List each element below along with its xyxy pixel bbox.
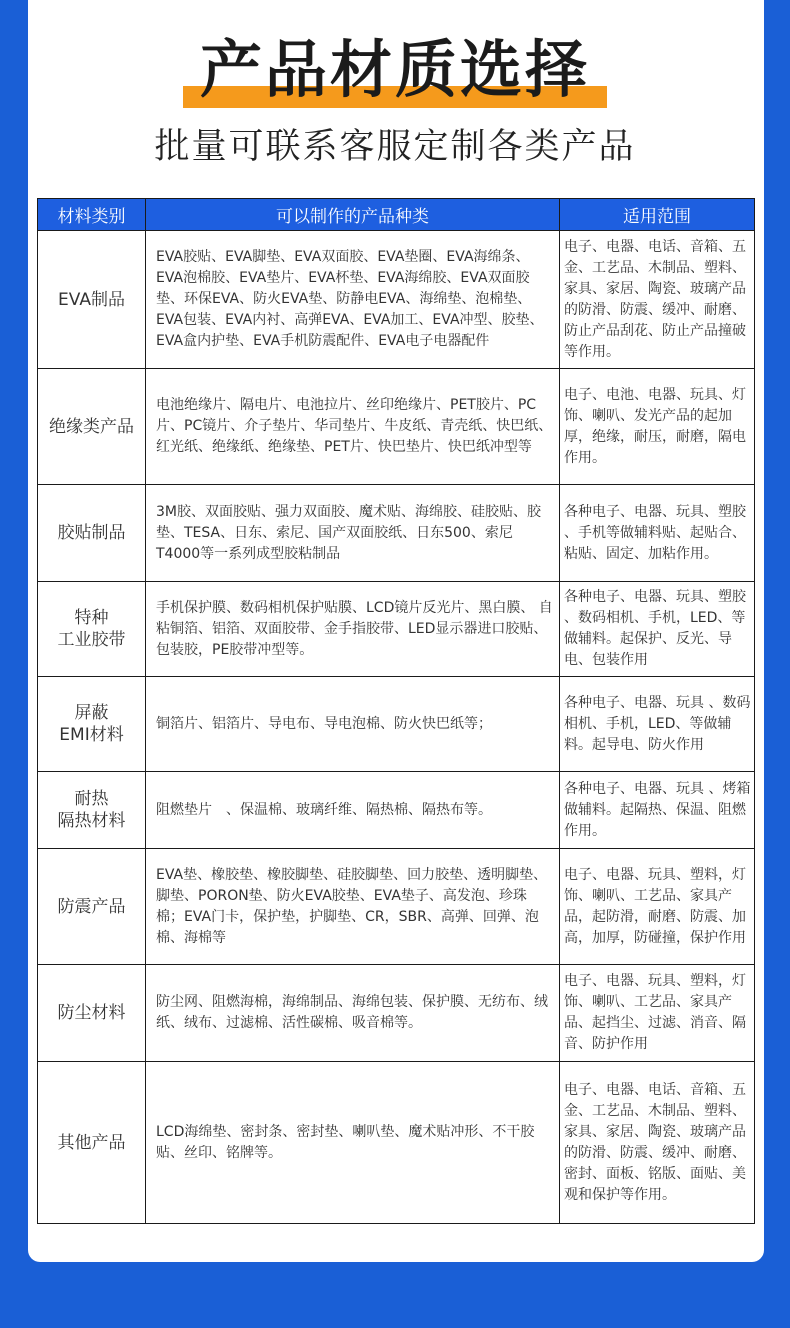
category-cell: 其他产品 — [38, 1062, 146, 1224]
table-row — [38, 1062, 755, 1224]
table-row — [38, 849, 755, 965]
category-cell: 防尘材料 — [38, 965, 146, 1062]
category-cell: 绝缘类产品 — [38, 369, 146, 485]
usage-cell: 各种电子、电器、玩具 、烤箱做辅料。起隔热、保温、阻燃作用。 — [560, 772, 755, 849]
usage-cell: 电子、电池、电器、玩具、灯饰、喇叭、发光产品的起加厚，绝缘，耐压，耐磨，隔电作用。 — [560, 369, 755, 485]
usage-cell: 电子、电器、电话、音箱、五金、工艺品、木制品、塑料、家具、家居、陶瓷、玻璃产品的防滑、防震、缓冲、耐磨、密封、面板、铭版、面贴、美观和保护等作用。 — [560, 1062, 755, 1224]
products-cell: 手机保护膜、数码相机保护贴膜、LCD镜片反光片、黑白膜、 自粘铜箔、铝箔、双面胶带、金手指胶带、LED显示器进口胶贴、包装胶，PE胶带冲型等。 — [146, 582, 560, 677]
column-header-usage: 适用范围 — [560, 199, 755, 231]
page-subtitle: 批量可联系客服定制各类产品 — [154, 127, 636, 167]
products-cell: EVA垫、橡胶垫、橡胶脚垫、硅胶脚垫、回力胶垫、透明脚垫、脚垫、PORON垫、防火EVA胶垫、EVA垫子、高发泡、珍珠棉；EVA门卡，保护垫，护脚垫、CR，SBR、高弹、回弹、泡棉、海棉等 — [146, 849, 560, 965]
column-header-category: 材料类别 — [38, 199, 146, 231]
category-cell: 特种 工业胶带 — [38, 582, 146, 677]
table-row — [38, 485, 755, 582]
table-row — [38, 772, 755, 849]
table-row — [38, 369, 755, 485]
category-cell: 屏蔽 EMI材料 — [38, 677, 146, 772]
material-table — [37, 198, 755, 1224]
usage-cell: 各种电子、电器、玩具 、数码相机、手机，LED、等做辅料。起导电、防火作用 — [560, 677, 755, 772]
usage-cell: 各种电子、电器、玩具、塑胶 、手机等做辅料贴、起贴合、粘贴、固定、加粘作用。 — [560, 485, 755, 582]
usage-cell: 电子、电器、玩具、塑料，灯饰、喇叭、工艺品、家具产品，起防滑，耐磨、防震、加高，加厚，防碰撞，保护作用 — [560, 849, 755, 965]
products-cell: LCD海绵垫、密封条、密封垫、喇叭垫、魔术贴冲形、不干胶贴、丝印、铭牌等。 — [146, 1062, 560, 1224]
table-header-row — [38, 199, 755, 231]
products-cell: EVA胶贴、EVA脚垫、EVA双面胶、EVA垫圈、EVA海绵条、EVA泡棉胶、EVA垫片、EVA杯垫、EVA海绵胶、EVA双面胶垫、环保EVA、防火EVA垫、防静电EVA、海绵垫、泡棉垫、EVA包装、EVA内衬、高弹EVA、EVA加工、EVA冲型、胶垫、EVA盒内护垫、EVA手机防震配件、EVA电子电器配件 — [146, 231, 560, 369]
column-header-products: 可以制作的产品种类 — [146, 199, 560, 231]
products-cell: 防尘网、阻燃海棉，海绵制品、海绵包装、保护膜、无纺布、绒纸、绒布、过滤棉、活性碳棉、吸音棉等。 — [146, 965, 560, 1062]
table-row — [38, 965, 755, 1062]
usage-cell: 各种电子、电器、玩具、塑胶 、数码相机、手机，LED、等做辅料。起保护、反光、导电、包装作用 — [560, 582, 755, 677]
category-cell: 防震产品 — [38, 849, 146, 965]
title-block — [0, 28, 790, 118]
usage-cell: 电子、电器、电话、音箱、五金、工艺品、木制品、塑料、家具、家居、陶瓷、玻璃产品的防滑、防震、缓冲、耐磨、防止产品刮花、防止产品撞破等作用。 — [560, 231, 755, 369]
usage-cell: 电子、电器、玩具、塑料，灯饰、喇叭、工艺品、家具产品、起挡尘、过滤、消音、隔音、防护作用 — [560, 965, 755, 1062]
table-row — [38, 582, 755, 677]
products-cell: 3M胶、双面胶贴、强力双面胶、魔术贴、海绵胶、硅胶贴、胶垫、TESA、日东、索尼、国产双面胶纸、日东500、索尼T4000等一系列成型胶粘制品 — [146, 485, 560, 582]
table-row — [38, 231, 755, 369]
category-cell: EVA制品 — [38, 231, 146, 369]
category-cell: 耐热 隔热材料 — [38, 772, 146, 849]
table-row — [38, 677, 755, 772]
category-cell: 胶贴制品 — [38, 485, 146, 582]
page-title: 产品材质选择 — [199, 33, 590, 106]
products-cell: 电池绝缘片、隔电片、电池拉片、丝印绝缘片、PET胶片、PC片、PC镜片、介子垫片、华司垫片、牛皮纸、青壳纸、快巴纸、红光纸、绝缘纸、绝缘垫、PET片、快巴垫片、快巴纸冲型等 — [146, 369, 560, 485]
products-cell: 铜箔片、铝箔片、导电布、导电泡棉、防火快巴纸等； — [146, 677, 560, 772]
products-cell: 阻燃垫片 、保温棉、玻璃纤维、隔热棉、隔热布等。 — [146, 772, 560, 849]
